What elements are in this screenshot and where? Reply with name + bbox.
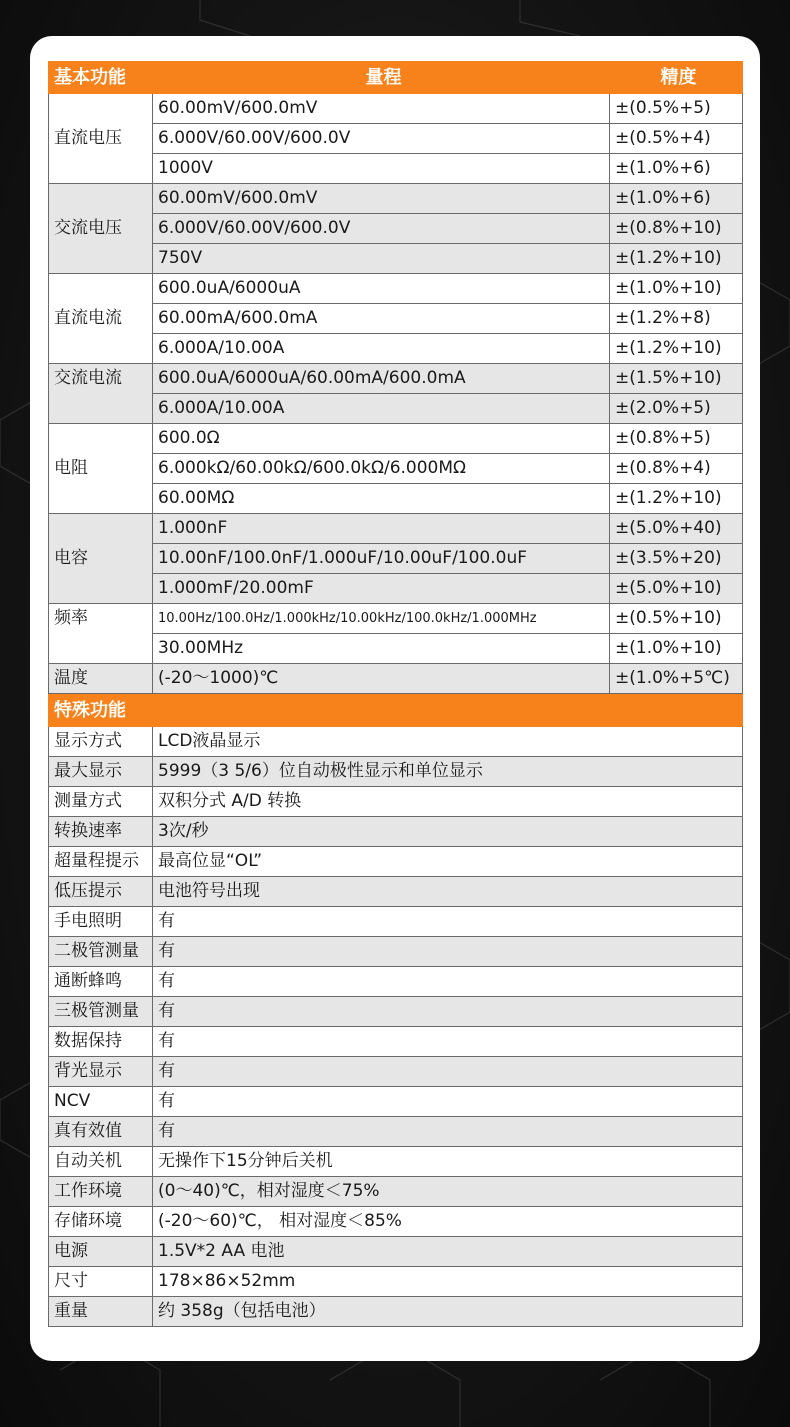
range-cell: 60.00mA/600.0mA [153, 304, 610, 334]
special-label: 手电照明 [49, 907, 153, 937]
special-value: 有 [153, 1087, 743, 1117]
header-range: 量程 [153, 62, 610, 94]
range-cell: 30.00MHz [153, 634, 610, 664]
range-cell: 10.00Hz/100.0Hz/1.000kHz/10.00kHz/100.0kHz/1.000MHz [153, 604, 610, 634]
spec-row [49, 154, 743, 184]
special-row [49, 847, 743, 877]
spec-row [49, 454, 743, 484]
range-cell: 600.0uA/6000uA/60.00mA/600.0mA [153, 364, 610, 394]
special-row [49, 1177, 743, 1207]
range-cell: (-20～1000)℃ [153, 664, 610, 694]
special-label: 真有效值 [49, 1117, 153, 1147]
special-value: 178×86×52mm [153, 1267, 743, 1297]
special-label: 工作环境 [49, 1177, 153, 1207]
accuracy-cell: ±(1.0%+6) [610, 184, 743, 214]
special-label: 超量程提示 [49, 847, 153, 877]
special-row [49, 1207, 743, 1237]
special-label: 测量方式 [49, 787, 153, 817]
special-label: 数据保持 [49, 1027, 153, 1057]
spec-row [49, 184, 743, 214]
accuracy-cell: ±(1.2%+10) [610, 334, 743, 364]
special-value: 最高位显“OL” [153, 847, 743, 877]
accuracy-cell: ±(1.0%+10) [610, 634, 743, 664]
accuracy-cell: ±(1.2%+8) [610, 304, 743, 334]
special-row [49, 877, 743, 907]
special-value: 3次/秒 [153, 817, 743, 847]
special-row [49, 1027, 743, 1057]
special-value: 有 [153, 1117, 743, 1147]
accuracy-cell: ±(0.5%+5) [610, 94, 743, 124]
range-cell: 1.000nF [153, 514, 610, 544]
range-cell: 10.00nF/100.0nF/1.000uF/10.00uF/100.0uF [153, 544, 610, 574]
special-value: 1.5V*2 AA 电池 [153, 1237, 743, 1267]
accuracy-cell: ±(1.0%+5℃) [610, 664, 743, 694]
range-cell: 6.000A/10.00A [153, 334, 610, 364]
special-label: 通断蜂鸣 [49, 967, 153, 997]
function-name: 温度 [49, 664, 153, 694]
range-cell: 6.000V/60.00V/600.0V [153, 214, 610, 244]
accuracy-cell: ±(1.0%+6) [610, 154, 743, 184]
spec-row [49, 574, 743, 604]
special-label: 尺寸 [49, 1267, 153, 1297]
accuracy-cell: ±(2.0%+5) [610, 394, 743, 424]
accuracy-cell: ±(1.2%+10) [610, 484, 743, 514]
special-label: 转换速率 [49, 817, 153, 847]
range-cell: 750V [153, 244, 610, 274]
special-row [49, 907, 743, 937]
header-accuracy: 精度 [610, 62, 743, 94]
special-label: 存储环境 [49, 1207, 153, 1237]
spec-row [49, 364, 743, 394]
spec-row [49, 484, 743, 514]
accuracy-cell: ±(3.5%+20) [610, 544, 743, 574]
special-function-table [48, 694, 743, 1327]
spec-row [49, 544, 743, 574]
special-label: NCV [49, 1087, 153, 1117]
spec-row [49, 664, 743, 694]
accuracy-cell: ±(1.2%+10) [610, 244, 743, 274]
special-header-row [49, 695, 743, 727]
special-label: 电源 [49, 1237, 153, 1267]
accuracy-cell: ±(0.5%+4) [610, 124, 743, 154]
special-value: (-20～60)℃， 相对湿度＜85% [153, 1207, 743, 1237]
special-value: 有 [153, 907, 743, 937]
accuracy-cell: ±(1.0%+10) [610, 274, 743, 304]
accuracy-cell: ±(0.8%+10) [610, 214, 743, 244]
function-name: 直流电压 [49, 94, 153, 184]
spec-row [49, 304, 743, 334]
special-label: 低压提示 [49, 877, 153, 907]
special-label: 三极管测量 [49, 997, 153, 1027]
special-label: 自动关机 [49, 1147, 153, 1177]
special-row [49, 937, 743, 967]
range-cell: 60.00mV/600.0mV [153, 184, 610, 214]
range-cell: 60.00MΩ [153, 484, 610, 514]
accuracy-cell: ±(1.5%+10) [610, 364, 743, 394]
basic-header-row [49, 62, 743, 94]
accuracy-cell: ±(0.8%+4) [610, 454, 743, 484]
range-cell: 60.00mV/600.0mV [153, 94, 610, 124]
spec-row [49, 244, 743, 274]
special-value: 有 [153, 967, 743, 997]
special-row [49, 1237, 743, 1267]
spec-sheet [48, 61, 742, 1327]
special-label: 重量 [49, 1297, 153, 1327]
spec-row [49, 334, 743, 364]
function-name: 频率 [49, 604, 153, 664]
function-name: 交流电压 [49, 184, 153, 274]
special-label: 背光显示 [49, 1057, 153, 1087]
special-row [49, 1267, 743, 1297]
special-label: 二极管测量 [49, 937, 153, 967]
special-label: 显示方式 [49, 727, 153, 757]
range-cell: 6.000A/10.00A [153, 394, 610, 424]
special-label: 最大显示 [49, 757, 153, 787]
special-row [49, 997, 743, 1027]
special-value: 约 358g（包括电池） [153, 1297, 743, 1327]
spec-row [49, 94, 743, 124]
special-row [49, 817, 743, 847]
function-name: 交流电流 [49, 364, 153, 424]
special-value: LCD液晶显示 [153, 727, 743, 757]
special-row [49, 787, 743, 817]
special-value: 无操作下15分钟后关机 [153, 1147, 743, 1177]
function-name: 电阻 [49, 424, 153, 514]
special-value: (0～40)℃，相对湿度＜75% [153, 1177, 743, 1207]
special-value: 有 [153, 1057, 743, 1087]
special-row [49, 1297, 743, 1327]
spec-row [49, 124, 743, 154]
spec-row [49, 214, 743, 244]
special-value: 电池符号出现 [153, 877, 743, 907]
range-cell: 1.000mF/20.00mF [153, 574, 610, 604]
spec-row [49, 604, 743, 634]
special-row [49, 727, 743, 757]
accuracy-cell: ±(5.0%+40) [610, 514, 743, 544]
range-cell: 6.000kΩ/60.00kΩ/600.0kΩ/6.000MΩ [153, 454, 610, 484]
special-value: 5999（3 5/6）位自动极性显示和单位显示 [153, 757, 743, 787]
spec-row [49, 514, 743, 544]
range-cell: 6.000V/60.00V/600.0V [153, 124, 610, 154]
range-cell: 600.0Ω [153, 424, 610, 454]
special-row [49, 967, 743, 997]
header-function: 基本功能 [49, 62, 153, 94]
special-row [49, 1057, 743, 1087]
spec-row [49, 634, 743, 664]
function-name: 直流电流 [49, 274, 153, 364]
special-row [49, 1087, 743, 1117]
special-value: 双积分式 A/D 转换 [153, 787, 743, 817]
special-row [49, 1147, 743, 1177]
range-cell: 1000V [153, 154, 610, 184]
spec-card [30, 36, 760, 1361]
basic-function-table [48, 61, 743, 694]
range-cell: 600.0uA/6000uA [153, 274, 610, 304]
spec-row [49, 274, 743, 304]
spec-row [49, 394, 743, 424]
special-row [49, 1117, 743, 1147]
accuracy-cell: ±(0.5%+10) [610, 604, 743, 634]
accuracy-cell: ±(5.0%+10) [610, 574, 743, 604]
accuracy-cell: ±(0.8%+5) [610, 424, 743, 454]
spec-row [49, 424, 743, 454]
function-name: 电容 [49, 514, 153, 604]
special-value: 有 [153, 997, 743, 1027]
special-value: 有 [153, 1027, 743, 1057]
header-special: 特殊功能 [49, 695, 743, 727]
special-row [49, 757, 743, 787]
special-value: 有 [153, 937, 743, 967]
